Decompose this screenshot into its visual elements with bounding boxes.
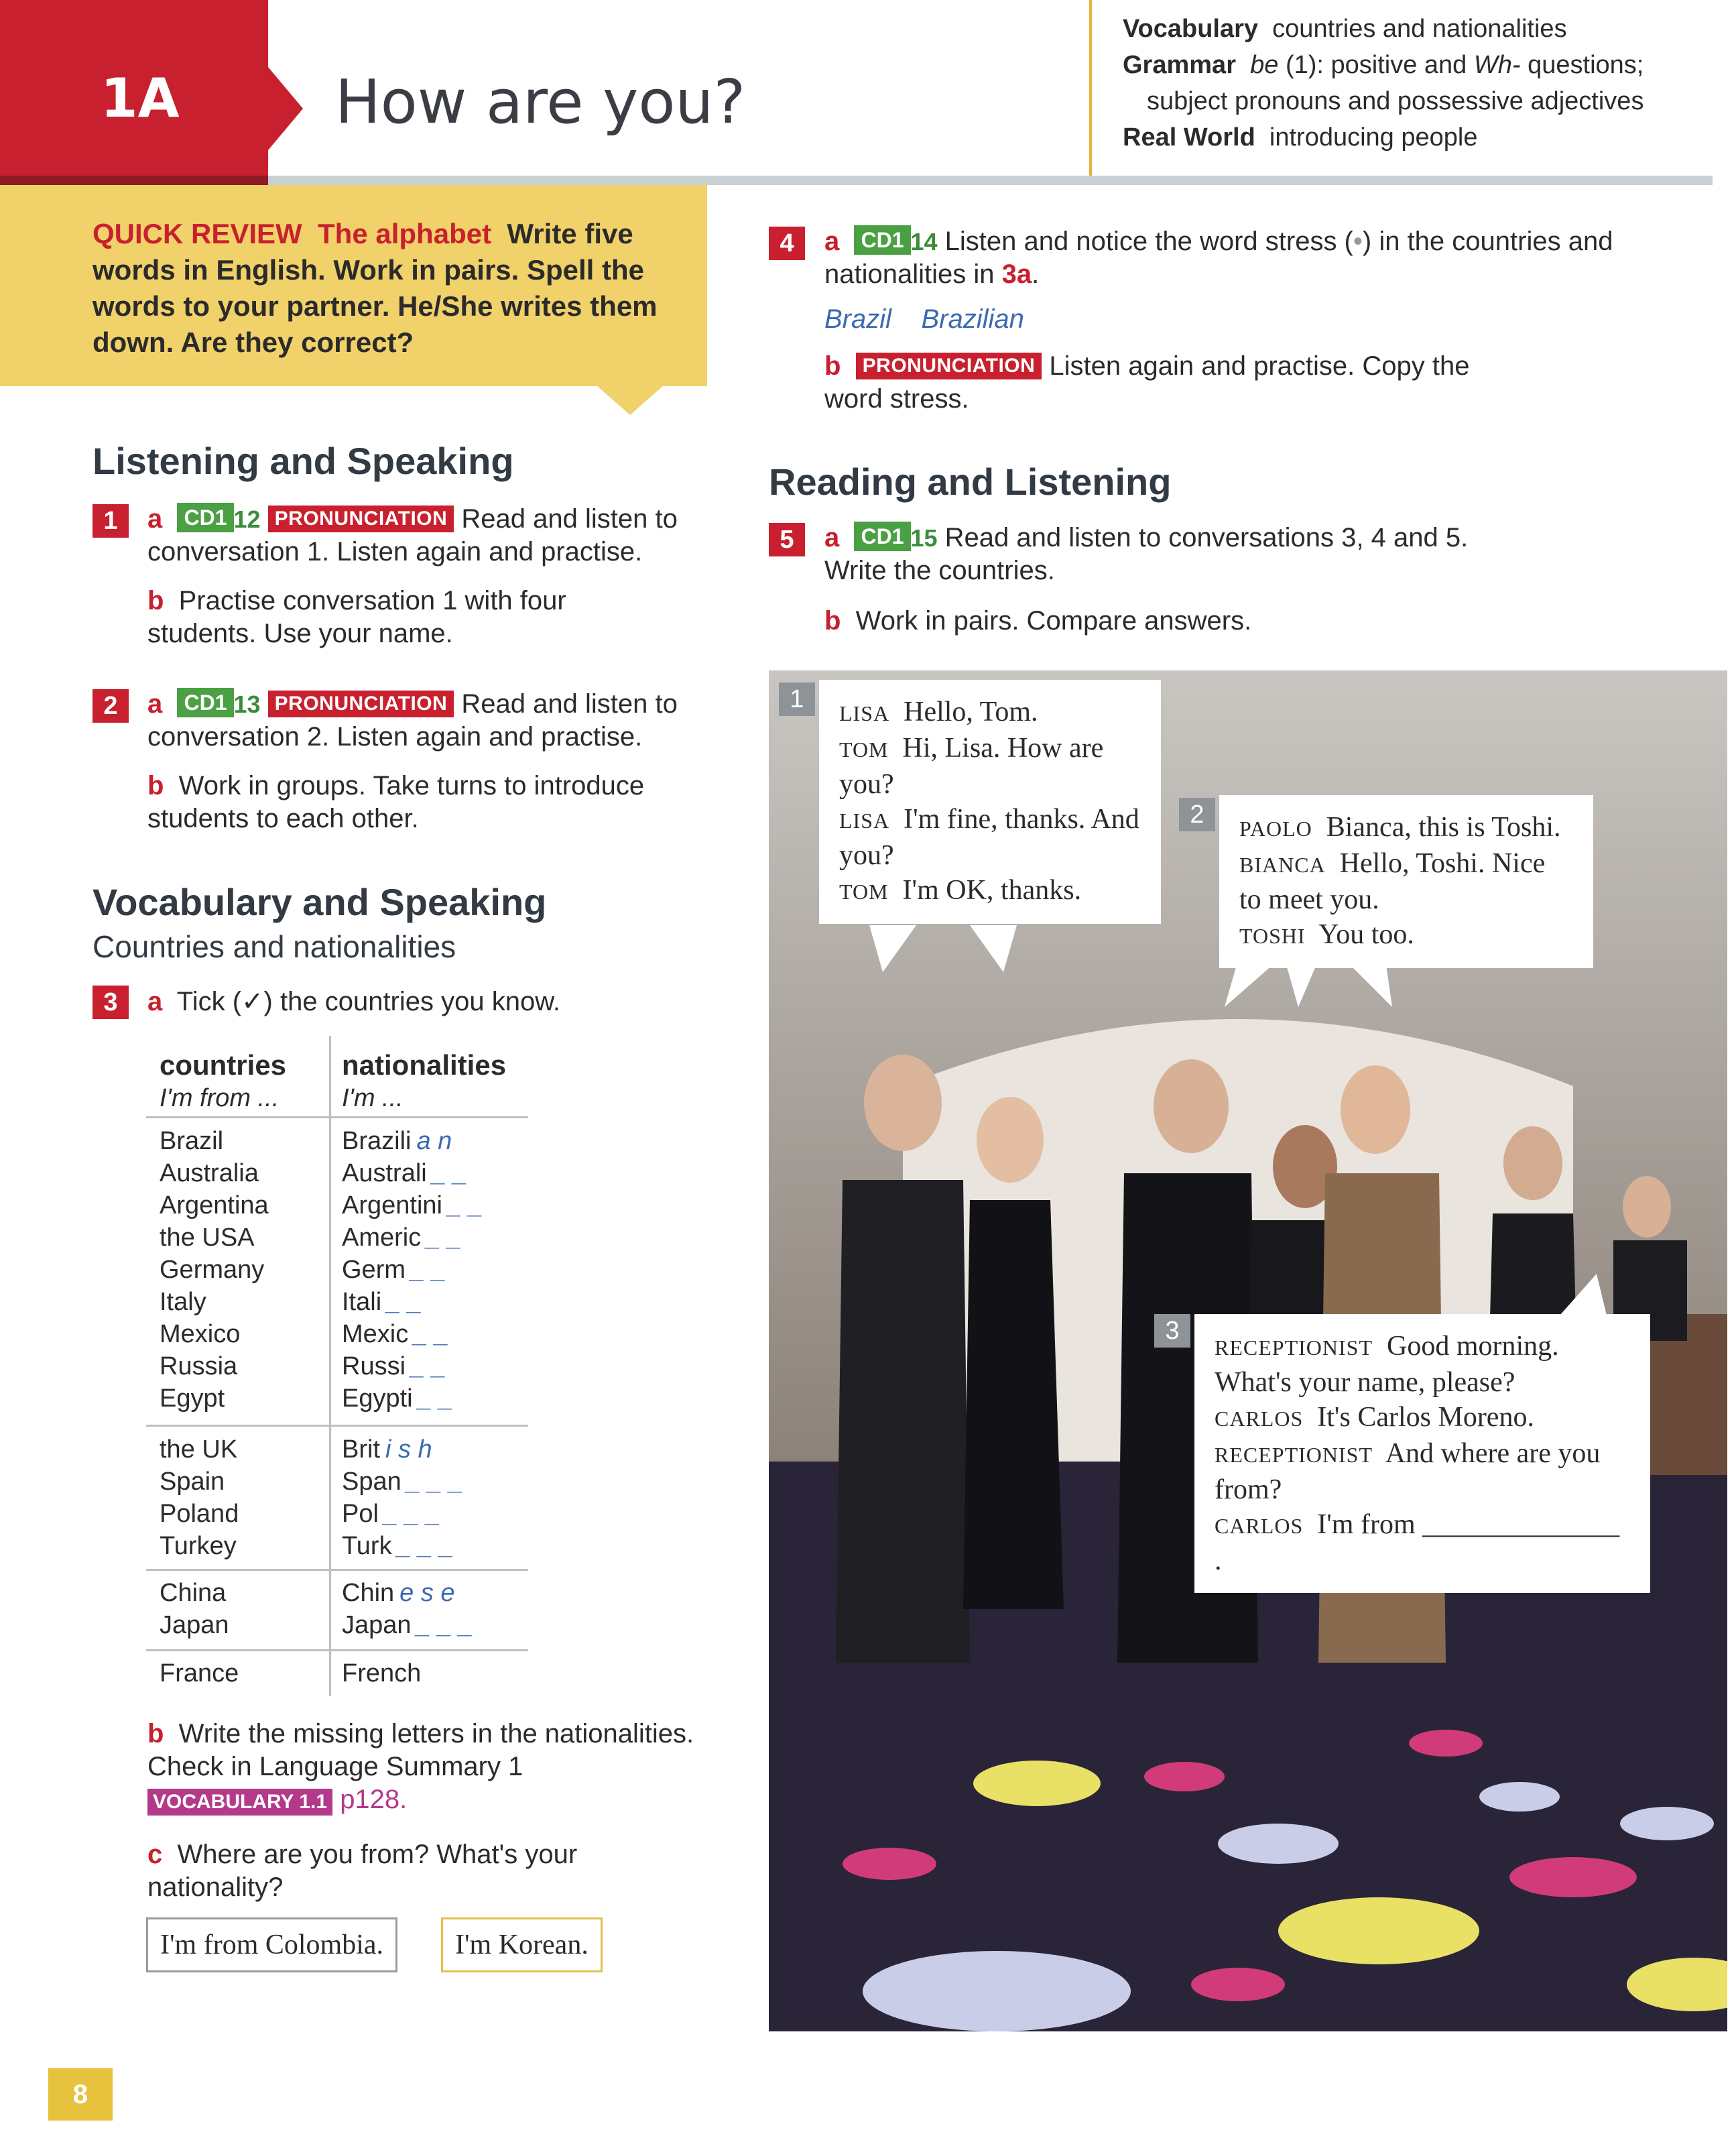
exercise-2a-text: Read and listen to conversation 2. Listen again and practise. <box>147 689 678 752</box>
nationality-fill[interactable]: _ _ <box>418 1384 454 1413</box>
nationality-fill[interactable]: _ _ _ <box>406 1468 464 1496</box>
conversation-2-bubble <box>1219 795 1593 968</box>
page-number: 8 <box>48 2068 113 2121</box>
exercise-5b-text: Work in pairs. Compare answers. <box>855 606 1252 636</box>
speaker-carlos: CARLOS <box>1215 1514 1304 1538</box>
exercise-5a-letter: a <box>824 523 840 552</box>
country-item: Argentina <box>160 1191 269 1220</box>
table-rule <box>146 1569 528 1571</box>
country-item: Australia <box>160 1159 259 1187</box>
nationality-stem: Japan <box>342 1611 412 1639</box>
line-1-1: Hello, Tom. <box>904 697 1038 727</box>
speech-bubble-korean: I'm Korean. <box>441 1917 603 1972</box>
section-heading-reading-listening: Reading and Listening <box>769 461 1172 503</box>
nationality-stem: Australi <box>342 1159 427 1187</box>
exercise-4a-text: Listen and notice the word stress ( <box>944 227 1353 256</box>
line-2-3: You too. <box>1318 919 1414 950</box>
exercise-3c-letter: c <box>147 1840 163 1869</box>
exercise-2b <box>147 770 657 835</box>
nationality-item <box>342 1609 473 1641</box>
exercise-2a <box>147 688 704 754</box>
exercise-4b-text: Listen again and practise. Copy the word stress. <box>824 351 1470 414</box>
speech-bubble-colombia: I'm from Colombia. <box>146 1917 397 1972</box>
exercise-number-3: 3 <box>92 986 129 1019</box>
speaker-lisa: LISA <box>839 701 890 725</box>
nationality-list-group-2 <box>342 1433 463 1562</box>
exercise-2a-letter: a <box>147 689 163 719</box>
header-divider <box>1089 0 1092 176</box>
stress-dot-icon: • <box>1353 227 1363 256</box>
summary-realworld-text: introducing people <box>1269 123 1478 152</box>
country-item: the USA <box>160 1224 255 1252</box>
exercise-3b <box>147 1718 704 1816</box>
nationality-fill[interactable]: _ _ <box>414 1320 450 1348</box>
section-heading-vocabulary-speaking: Vocabulary and Speaking <box>92 881 547 923</box>
nationality-fill[interactable]: _ _ <box>411 1256 446 1284</box>
exercise-5a-text: Read and listen to conversations 3, 4 and 5. Write the countries. <box>824 523 1469 585</box>
nationality-item <box>342 1222 483 1254</box>
nationality-item <box>342 1466 463 1498</box>
exercise-4a-text-2: ) in the countries and nationalities in <box>824 227 1613 289</box>
nationality-item <box>342 1657 421 1689</box>
nationality-fill[interactable]: _ _ <box>426 1224 462 1252</box>
speaker-receptionist: RECEPTIONIST <box>1215 1443 1373 1467</box>
summary-grammar-label: Grammar <box>1123 51 1236 79</box>
nationality-item <box>342 1382 483 1415</box>
nationality-item <box>342 1350 483 1382</box>
country-item: Turkey <box>160 1532 237 1560</box>
stress-examples <box>824 303 1024 336</box>
conversation-number-3: 3 <box>1154 1314 1190 1348</box>
line-2-1: Bianca, this is Toshi. <box>1326 812 1561 843</box>
exercise-4b-letter: b <box>824 351 841 381</box>
exercise-4a-reference: 3a <box>1001 259 1032 289</box>
summary-grammar-text: (1): positive and <box>1285 51 1467 79</box>
vocabulary-reference-badge: VOCABULARY 1.1 <box>147 1789 332 1816</box>
page-reference: p128. <box>340 1785 408 1814</box>
cd-icon: CD1 <box>854 225 910 255</box>
conversation-1-bubble <box>819 680 1161 924</box>
example-brazilian: Brazilian <box>921 304 1024 334</box>
nationality-fill[interactable]: a n <box>416 1127 452 1155</box>
example-brazil: Brazil <box>824 304 892 334</box>
nationality-stem: Turk <box>342 1532 392 1560</box>
exercise-5a <box>824 522 1528 587</box>
exercise-3b-text: Write the missing letters in the nationalities. Check in Language Summary 1 <box>147 1719 694 1781</box>
nationality-fill[interactable]: _ _ <box>432 1159 468 1187</box>
speaker-lisa: LISA <box>839 809 890 833</box>
country-item: Japan <box>160 1611 229 1639</box>
nationality-item <box>342 1125 483 1157</box>
unit-arrow-icon <box>268 67 303 150</box>
country-item: Egypt <box>160 1384 225 1413</box>
country-item: China <box>160 1579 227 1607</box>
nationality-fill[interactable]: _ _ <box>447 1191 483 1220</box>
cd-track-13: 13 <box>233 691 261 718</box>
table-header-countries: countries <box>160 1049 287 1081</box>
line-3-2: It's Carlos Moreno. <box>1317 1402 1534 1433</box>
table-rule <box>146 1649 528 1651</box>
nationality-fill[interactable]: _ _ _ <box>397 1532 454 1560</box>
summary-grammar-be: be <box>1250 51 1279 79</box>
nationality-item <box>342 1577 473 1609</box>
nationality-list-group-4 <box>342 1657 421 1689</box>
country-list-group-3 <box>160 1577 229 1641</box>
nationality-item <box>342 1433 463 1466</box>
country-list-group-4 <box>160 1657 239 1689</box>
pronunciation-badge: PRONUNCIATION <box>268 691 454 717</box>
summary-grammar-line2: subject pronouns and possessive adjectives <box>1147 87 1644 115</box>
nationality-stem: Brazili <box>342 1127 412 1155</box>
line-3-1: Good morning. What's your name, please? <box>1215 1331 1559 1398</box>
line-3-3: And where are you from? <box>1215 1438 1601 1505</box>
nationality-fill[interactable]: _ _ <box>387 1288 422 1316</box>
nationality-item <box>342 1530 463 1562</box>
photo-people-in-lobby <box>769 670 1727 2031</box>
exercise-3a-text: Tick (✓) the countries you know. <box>176 987 561 1016</box>
exercise-3a-letter: a <box>147 987 163 1016</box>
summary-vocabulary-label: Vocabulary <box>1123 15 1259 43</box>
cd-track-12: 12 <box>233 506 261 533</box>
exercise-number-4: 4 <box>769 227 805 260</box>
line-1-4: I'm OK, thanks. <box>902 875 1082 906</box>
nationality-stem: Egypti <box>342 1384 413 1413</box>
nationality-stem: Pol <box>342 1500 379 1528</box>
country-item: Brazil <box>160 1127 224 1155</box>
cd-icon: CD1 <box>177 688 233 717</box>
country-item: Germany <box>160 1256 265 1284</box>
nationality-stem: French <box>342 1659 422 1687</box>
pronunciation-badge: PRONUNCIATION <box>856 353 1042 379</box>
quick-review-label: QUICK REVIEW <box>92 218 302 249</box>
speaker-tom: TOM <box>839 880 889 904</box>
country-list-group-2 <box>160 1433 239 1562</box>
line-1-3: I'm fine, thanks. And you? <box>839 804 1139 871</box>
nationality-stem: Mexic <box>342 1320 409 1348</box>
nationality-stem: Germ <box>342 1256 406 1284</box>
unit-number: 1A <box>101 67 180 129</box>
table-rule <box>146 1116 528 1118</box>
exercise-number-2: 2 <box>92 689 129 723</box>
nationality-fill[interactable]: _ _ _ <box>383 1500 441 1528</box>
nationality-item <box>342 1189 483 1222</box>
exercise-number-5: 5 <box>769 523 805 556</box>
page-title: How are you? <box>335 67 746 137</box>
nationality-stem: Chin <box>342 1579 395 1607</box>
country-item: Russia <box>160 1352 238 1380</box>
line-2-2: Hello, Toshi. Nice to meet you. <box>1239 848 1546 915</box>
quick-review-box <box>0 185 707 386</box>
nationality-stem: Itali <box>342 1288 382 1316</box>
table-subheader-countries: I'm from ... <box>160 1084 280 1112</box>
nationality-item <box>342 1318 483 1350</box>
nationality-item <box>342 1254 483 1286</box>
table-rule <box>146 1425 528 1427</box>
nationality-fill[interactable]: e s e <box>399 1579 455 1607</box>
country-item: Mexico <box>160 1320 241 1348</box>
quick-review-pointer-icon <box>597 385 664 415</box>
cd-icon: CD1 <box>854 522 910 551</box>
country-item: Spain <box>160 1468 225 1496</box>
exercise-3a <box>147 986 704 1018</box>
speaker-paolo: PAOLO <box>1239 817 1312 841</box>
nationality-item <box>342 1157 483 1189</box>
conversation-number-1: 1 <box>779 682 815 716</box>
country-item: Italy <box>160 1288 206 1316</box>
bubble-3-tail <box>1560 1274 1613 1315</box>
table-divider <box>329 1036 331 1696</box>
exercise-4b <box>824 350 1522 416</box>
exercise-3b-letter: b <box>147 1719 164 1748</box>
nationality-list-group-3 <box>342 1577 473 1641</box>
speaker-receptionist: RECEPTIONIST <box>1215 1335 1373 1360</box>
nationality-item <box>342 1498 463 1530</box>
speaker-tom: TOM <box>839 737 889 762</box>
exercise-1b <box>147 585 657 650</box>
conversation-3-bubble <box>1194 1314 1650 1593</box>
nationality-fill[interactable]: _ _ <box>411 1352 446 1380</box>
header-rule-accent <box>0 176 268 185</box>
nationality-stem: Americ <box>342 1224 422 1252</box>
nationality-item <box>342 1286 483 1318</box>
country-item: Poland <box>160 1500 239 1528</box>
bubble-2-tails <box>1211 960 1399 1007</box>
line-3-4: I'm from ______________ . <box>1215 1509 1620 1576</box>
cd-icon: CD1 <box>177 503 233 532</box>
summary-realworld-label: Real World <box>1123 123 1255 152</box>
quick-review-topic: The alphabet <box>318 218 492 249</box>
nationality-stem: Argentini <box>342 1191 442 1220</box>
unit-summary <box>1123 11 1713 156</box>
cd-track-15: 15 <box>910 524 938 552</box>
exercise-1a-letter: a <box>147 504 163 534</box>
country-item: France <box>160 1659 239 1687</box>
exercise-1a <box>147 503 704 569</box>
speaker-bianca: BIANCA <box>1239 853 1326 877</box>
summary-grammar-questions: questions; <box>1528 51 1644 79</box>
nationality-fill[interactable]: _ _ _ <box>416 1611 474 1639</box>
exercise-2b-text: Work in groups. Take turns to introduce students to each other. <box>147 771 645 833</box>
exercise-3c <box>147 1838 657 1904</box>
nationality-stem: Brit <box>342 1435 380 1464</box>
country-item: the UK <box>160 1435 238 1464</box>
exercise-number-1: 1 <box>92 504 129 538</box>
nationality-stem: Russi <box>342 1352 406 1380</box>
exercise-1b-text: Practise conversation 1 with four students. Use your name. <box>147 586 566 648</box>
section-subheading: Countries and nationalities <box>92 929 456 964</box>
country-list-group-1 <box>160 1125 269 1415</box>
exercise-3c-text: Where are you from? What's your nationality? <box>147 1840 578 1902</box>
nationality-stem: Span <box>342 1468 401 1496</box>
bubble-1-tails <box>869 925 1030 972</box>
table-subheader-nationalities: I'm ... <box>342 1084 404 1112</box>
speaker-carlos: CARLOS <box>1215 1407 1304 1431</box>
cd-track-14: 14 <box>910 228 938 255</box>
exercise-5b <box>824 605 1522 638</box>
nationality-fill[interactable]: i s h <box>385 1435 432 1464</box>
exercise-2b-letter: b <box>147 771 164 800</box>
table-header-nationalities: nationalities <box>342 1049 507 1081</box>
exercise-4a: a CD1 14 Listen and notice the word stress (•) in the countries and nationalities in 3a. <box>824 227 1613 289</box>
nationality-list-group-1 <box>342 1125 483 1415</box>
exercise-4a-letter: a <box>824 227 840 256</box>
conversation-number-2: 2 <box>1179 798 1215 831</box>
exercise-1b-letter: b <box>147 586 164 615</box>
section-heading-listening-speaking: Listening and Speaking <box>92 440 514 482</box>
line-1-2: Hi, Lisa. How are you? <box>839 733 1104 800</box>
quick-review-text: Write five words in English. Work in pairs. Spell the words to your partner. He/She writes them down. Are they correct? <box>92 218 658 358</box>
speaker-toshi: TOSHI <box>1239 924 1306 948</box>
summary-grammar-wh: Wh- <box>1473 51 1521 79</box>
exercise-5b-letter: b <box>824 606 841 636</box>
pronunciation-badge: PRONUNCIATION <box>268 506 454 532</box>
exercise-1a-text: Read and listen to conversation 1. Listen again and practise. <box>147 504 678 567</box>
summary-vocabulary-text: countries and nationalities <box>1272 15 1567 43</box>
